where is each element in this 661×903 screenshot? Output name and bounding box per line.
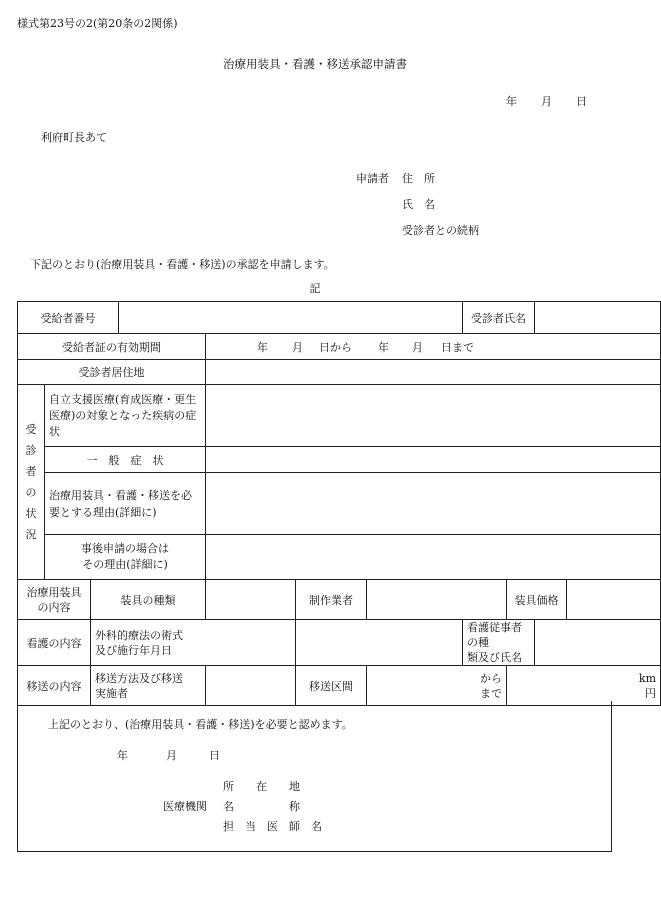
doctor-name-label: 担 当 医 師 名 xyxy=(223,820,322,833)
nursing-content-label: 看護の内容 xyxy=(18,620,91,666)
device-type-field[interactable] xyxy=(206,580,296,620)
recipient-number-field[interactable] xyxy=(119,302,463,334)
residence-label: 受診者居住地 xyxy=(18,360,206,385)
application-table xyxy=(17,301,661,706)
applicant-label: 申請者 xyxy=(356,172,389,185)
surgery-label: 外科的療法の術式 及び施行年月日 xyxy=(91,620,296,666)
surgery-field[interactable] xyxy=(296,620,463,666)
date-year: 年 xyxy=(506,95,517,108)
date-day: 日 xyxy=(576,95,587,108)
addressee: 利府町長あて xyxy=(41,131,107,144)
price-label: 装具価格 xyxy=(507,580,567,620)
patient-name-field[interactable] xyxy=(535,302,661,334)
institution-label: 医療機関 xyxy=(163,800,207,813)
reason-field[interactable] xyxy=(206,473,661,535)
nurse-field[interactable] xyxy=(535,620,661,666)
validity-field[interactable]: 年 月 日から 年 月 日まで xyxy=(206,334,661,360)
institution-location-label: 所 在 地 xyxy=(223,780,300,793)
patient-status-group: 受 診 者 の 状 況 xyxy=(18,385,45,580)
general-symptoms-label: 一 般 症 状 xyxy=(45,447,206,473)
application-date xyxy=(506,93,587,109)
reason-label: 治療用装具・看護・移送を必要とする理由(詳細に) xyxy=(45,473,206,535)
transport-method-label: 移送方法及び移送 実施者 xyxy=(91,666,206,706)
transport-section-label: 移送区間 xyxy=(296,666,367,706)
patient-name-label: 受診者氏名 xyxy=(463,302,535,334)
residence-field[interactable] xyxy=(206,360,661,385)
certification-statement: 上記のとおり、(治療用装具・看護・移送)を必要と認めます。 xyxy=(48,718,353,731)
nurse-label: 看護従事者の種 類及び氏名 xyxy=(463,620,535,666)
applicant-relation-label: 受診者との続柄 xyxy=(402,224,479,237)
condition-label: 自立支援医療(育成医療・更生医療)の対象となった疾病の症状 xyxy=(45,385,206,447)
maker-label: 制作業者 xyxy=(296,580,367,620)
transport-distance-cost-field[interactable]: km 円 xyxy=(507,666,661,706)
maker-field[interactable] xyxy=(367,580,507,620)
applicant-block xyxy=(356,166,479,244)
device-content-label: 治療用装具 の内容 xyxy=(18,580,91,620)
applicant-address-label: 住 所 xyxy=(402,172,435,185)
form-number: 様式第23号の2(第20条の2関係) xyxy=(17,17,178,30)
request-statement: 下記のとおり(治療用装具・看護・移送)の承認を申請します。 xyxy=(30,258,335,271)
validity-label: 受給者証の有効期間 xyxy=(18,334,206,360)
ki-heading: 記 xyxy=(309,282,321,295)
transport-content-label: 移送の内容 xyxy=(18,666,91,706)
institution-name-label: 名 称 xyxy=(223,800,300,813)
after-application-label: 事後申請の場合は その理由(詳細に) xyxy=(45,535,206,580)
medical-institution-block xyxy=(163,777,322,837)
price-field[interactable] xyxy=(567,580,661,620)
medical-certification xyxy=(17,701,612,852)
applicant-name-label: 氏 名 xyxy=(402,198,435,211)
device-type-label: 装具の種類 xyxy=(91,580,206,620)
certification-date: 年 月 日 xyxy=(117,749,220,762)
date-month: 月 xyxy=(541,95,552,108)
general-symptoms-field[interactable] xyxy=(206,447,661,473)
document-title: 治療用装具・看護・移送承認申請書 xyxy=(223,57,407,71)
after-application-field[interactable] xyxy=(206,535,661,580)
recipient-number-label: 受給者番号 xyxy=(18,302,119,334)
transport-method-field[interactable] xyxy=(206,666,296,706)
transport-section-field[interactable]: から まで xyxy=(367,666,507,706)
condition-field[interactable] xyxy=(206,385,661,447)
